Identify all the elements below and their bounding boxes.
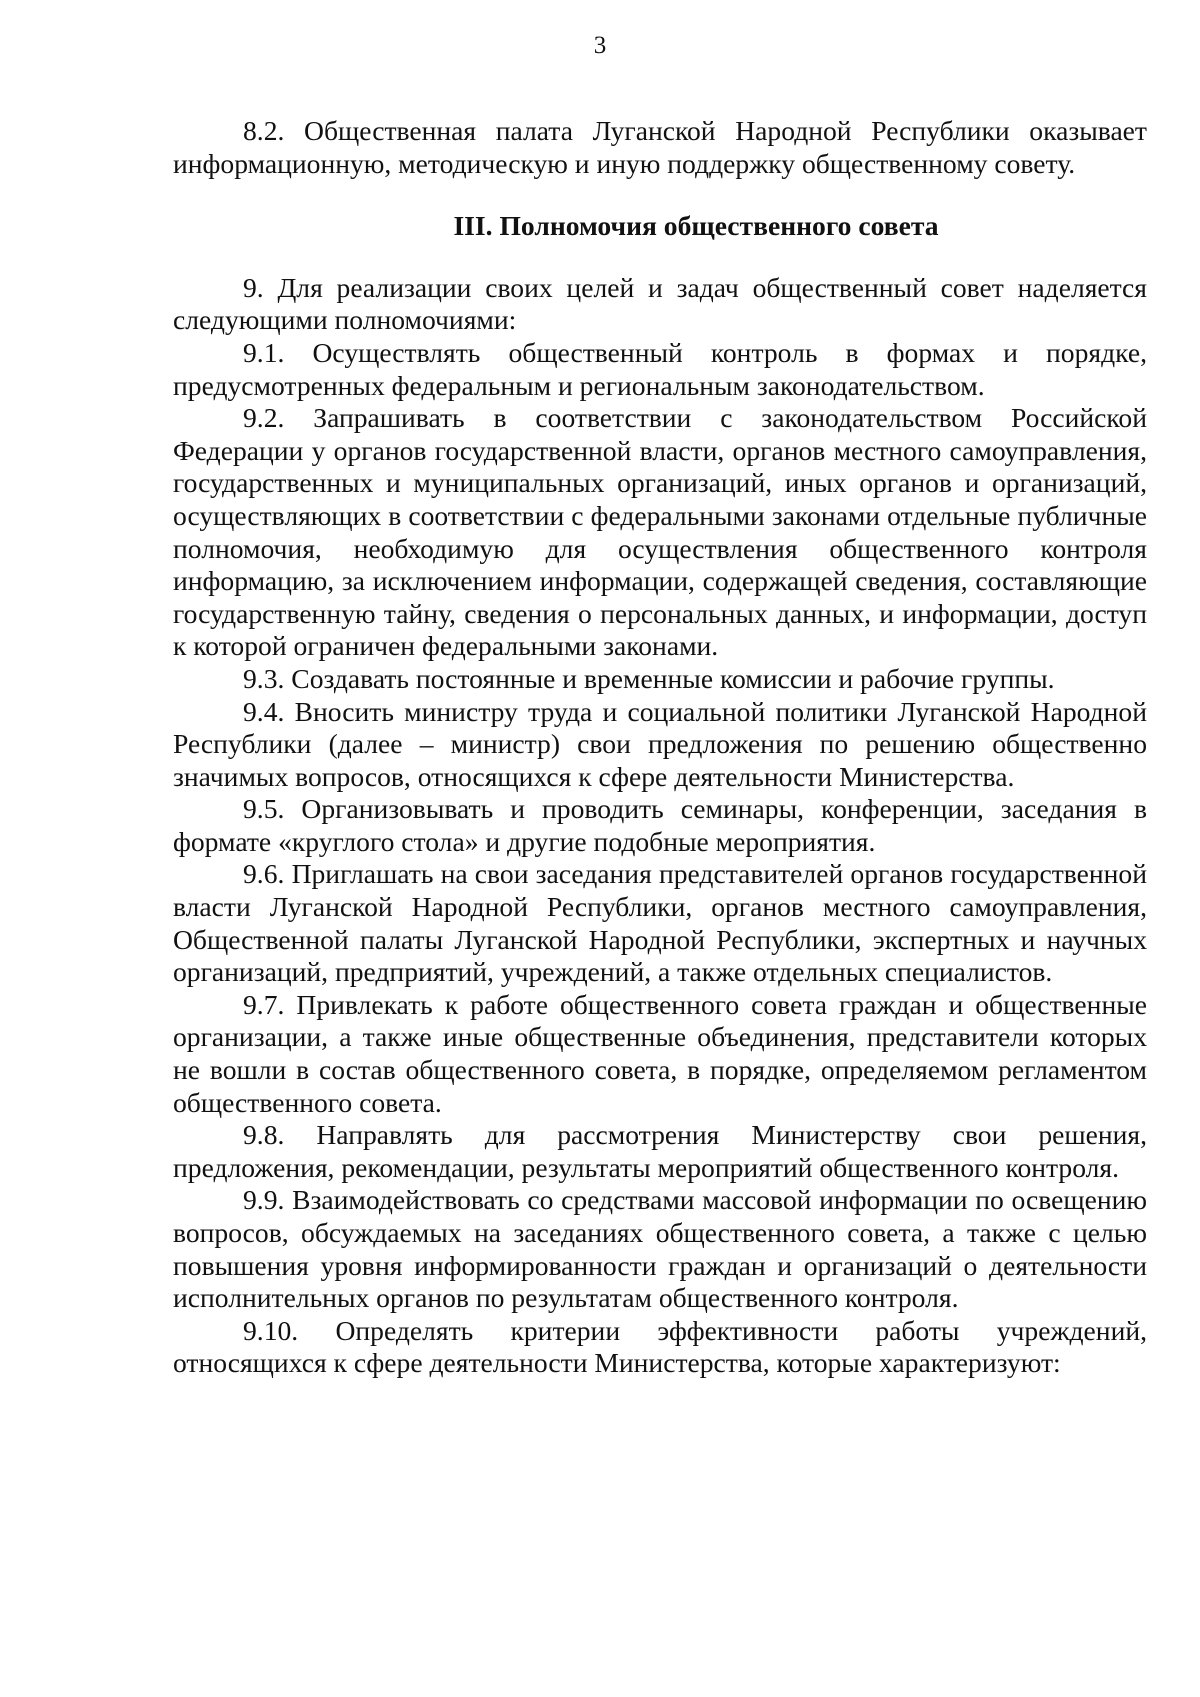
paragraph-9-10: 9.10. Определять критерии эффективности работы учреждений, относящихся к сфере деятельности Министерства, которые характеризуют:	[173, 1314, 1147, 1379]
section-heading: III. Полномочия общественного совета	[453, 210, 939, 242]
document-body	[173, 115, 1147, 1380]
paragraph-9-8: 9.8. Направлять для рассмотрения Министерству свои решения, предложения, рекомендации, результаты мероприятий общественного контроля.	[173, 1119, 1147, 1183]
paragraph-9-2: 9.2. Запрашивать в соответствии с законодательством Российской Федерации у органов государственной власти, органов местного самоуправления, государственных и муниципальных организаций, иных органов и организаций, осуществляющих в соответствии с федеральными законами отдельные публичные полномочия, необходимую для осуществления общественного контроля информацию, за исключением информации, содержащей сведения, составляющие государственную тайну, сведения о персональных данных, и информации, доступ к которой ограничен федеральными законами.	[173, 402, 1147, 662]
page-number: 3	[593, 32, 607, 59]
paragraph-9-5: 9.5. Организовывать и проводить семинары, конференции, заседания в формате «круглого стола» и другие подобные мероприятия.	[173, 793, 1147, 857]
paragraph-9-6: 9.6. Приглашать на свои заседания представителей органов государственной власти Луганской Народной Республики, органов местного самоуправления, Общественной палаты Луганской Народной Республики, экспертных и научных организаций, предприятий, учреждений, а также отдельных специалистов.	[173, 858, 1147, 988]
paragraph-9-4: 9.4. Вносить министру труда и социальной политики Луганской Народной Республики (далее – министр) свои предложения по решению общественно значимых вопросов, относящихся к сфере деятельности Министерства.	[173, 695, 1147, 792]
paragraph-9: 9. Для реализации своих целей и задач общественный совет наделяется следующими полномочиями:	[173, 271, 1147, 336]
paragraph-9-1: 9.1. Осуществлять общественный контроль в формах и порядке, предусмотренных федеральным и региональным законодательством.	[173, 336, 1147, 401]
paragraph-9-3: 9.3. Создавать постоянные и временные комиссии и рабочие группы.	[243, 662, 1055, 694]
paragraph-9-7: 9.7. Привлекать к работе общественного совета граждан и общественные организации, а также иные общественные объединения, представители которых не вошли в состав общественного совета, в порядке, определяемом регламентом общественного совета.	[173, 988, 1147, 1118]
paragraph-8-2: 8.2. Общественная палата Луганской Народной Республики оказывает информационную, методическую и иную поддержку общественному совету.	[173, 115, 1147, 179]
paragraph-9-9: 9.9. Взаимодействовать со средствами массовой информации по освещению вопросов, обсуждаемых на заседаниях общественного совета, а также с целью повышения уровня информированности граждан и организаций о деятельности исполнительных органов по результатам общественного контроля.	[173, 1184, 1147, 1314]
